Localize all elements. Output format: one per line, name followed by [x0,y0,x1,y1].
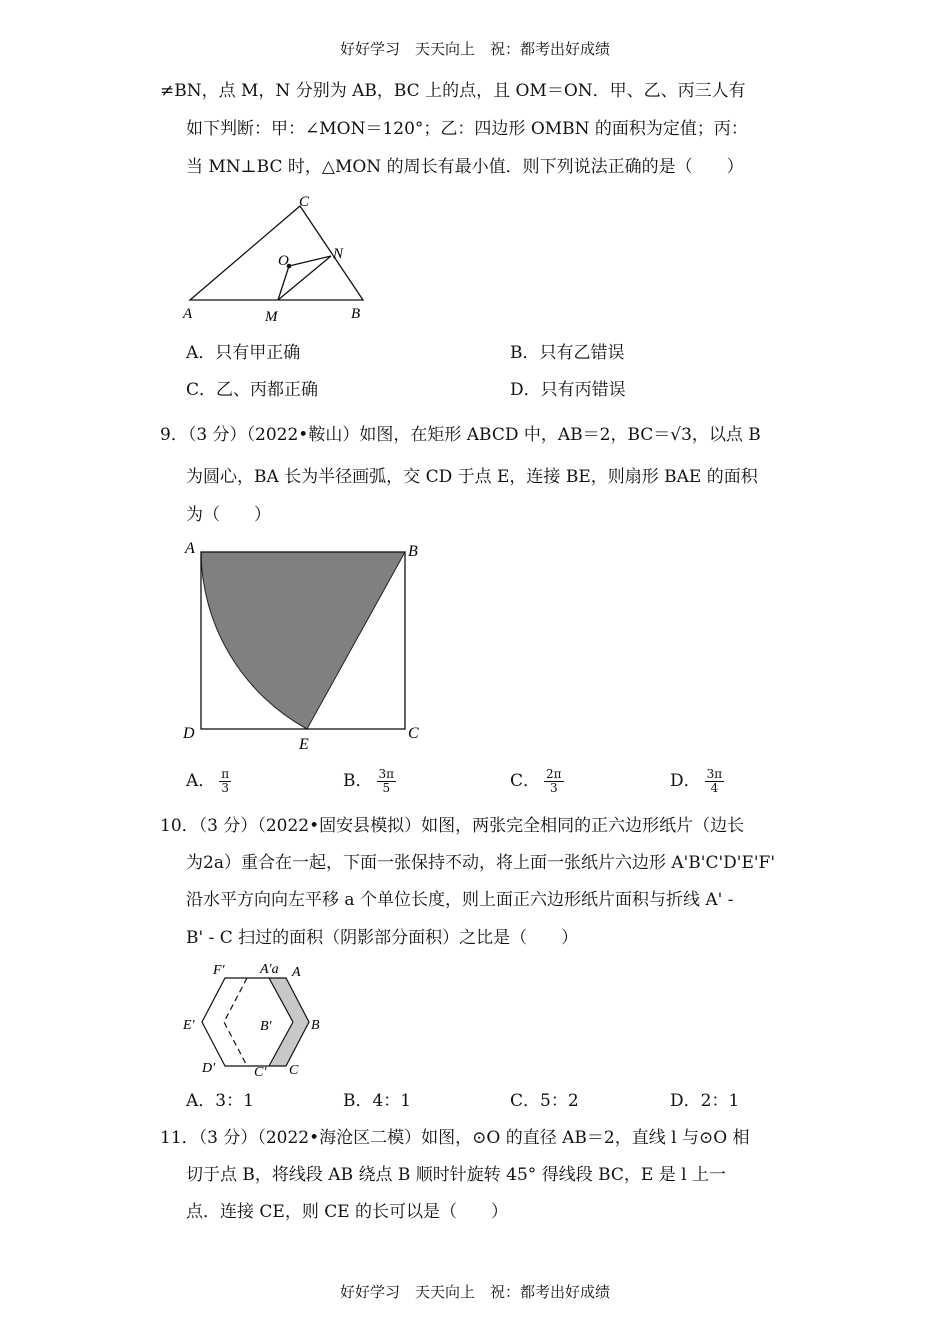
q8-label-a: A [183,306,193,322]
q9-option-d [670,768,724,795]
q9-rectangle-figure [175,535,430,755]
page-footer: 好好学习 天天向上 祝：都考出好成绩 [339,1283,610,1301]
q9-option-c-fraction: $\frac{2\pi}{3}$ [546,767,562,795]
q10-label-c-prime: C′ [254,1065,267,1080]
q8-line-2: 如下判断：甲：∠MON＝120°；乙：四边形 OMBN 的面积为定值；丙： [186,119,748,139]
q9-line-3: 为（ ） [186,505,271,525]
q9-option-b-letter: B． [343,771,373,791]
q10-label-c: C [289,1063,299,1078]
q8-label-n: N [333,246,344,262]
q10-label-a: A [292,965,301,980]
q9-option-a-fraction: $\frac{\pi}{3}$ [221,767,230,795]
q8-label-o: O [278,253,289,269]
q9-label-e: E [299,736,309,753]
q9-line-2: 为圆心，BA 长为半径画弧，交 CD 于点 E，连接 BE，则扇形 BAE 的面积 [186,467,758,487]
q9-label-b: B [408,543,418,560]
q9-option-a [186,768,231,795]
q9-option-b [343,768,396,795]
q9-line-1: 9．（3 分）（2022•鞍山）如图，在矩形 ABCD 中，AB＝2，BC＝√3，以点 B [160,425,761,445]
page-header: 好好学习 天天向上 祝：都考出好成绩 [339,40,610,58]
q9-label-d: D [183,725,195,742]
q10-option-b: B．4：1 [343,1091,412,1111]
q9-option-c-letter: C． [510,771,541,791]
q10-line-1: 10．（3 分）（2022•固安县模拟）如图，两张完全相同的正六边形纸片（边长 [160,816,745,836]
q8-label-c: C [299,194,310,210]
q10-label-b-prime: B′ [260,1019,272,1034]
q10-label-f-prime: F′ [213,963,225,978]
q10-label-d-prime: D′ [202,1061,216,1076]
q9-label-a: A [185,540,195,557]
q10-option-a: A．3：1 [186,1091,254,1111]
q9-label-c: C [408,725,419,742]
q9-option-d-fraction: $\frac{3\pi}{4}$ [706,767,723,795]
q10-label-a-prime-a: A′a [260,962,279,977]
q11-line-2: 切于点 B，将线段 AB 绕点 B 顺时针旋转 45° 得线段 BC，E 是 l 上一 [186,1165,726,1185]
q9-option-b-fraction: $\frac{3\pi}{5}$ [378,767,395,795]
q10-hexagon-figure [175,958,335,1083]
q8-label-m: M [265,309,278,325]
q9-option-c [510,768,564,795]
q11-line-3: 点．连接 CE，则 CE 的长可以是（ ） [186,1202,509,1222]
q8-line-3: 当 MN⊥BC 时，△MON 的周长有最小值．则下列说法正确的是（ ） [186,157,744,177]
q8-option-a: A．只有甲正确 [186,343,301,363]
q8-option-b: B．只有乙错误 [510,343,625,363]
q8-option-d: D．只有丙错误 [510,380,626,400]
q9-option-a-letter: A． [186,771,216,791]
q10-line-2: 为2a）重合在一起，下面一张保持不动，将上面一张纸片六边形 A'B'C'D'E'F' [186,853,776,873]
q9-option-d-letter: D． [670,771,701,791]
q10-option-c: C．5：2 [510,1091,579,1111]
q8-option-c: C．乙、丙都正确 [186,380,319,400]
q10-option-d: D．2：1 [670,1091,740,1111]
q10-line-3: 沿水平方向向左平移 a 个单位长度，则上面正六边形纸片面积与折线 A' - [186,890,734,910]
q10-label-e-prime: E′ [183,1018,195,1033]
q8-triangle-figure [175,188,385,330]
q10-label-b: B [311,1018,320,1033]
q10-line-4: B' - C 扫过的面积（阴影部分面积）之比是（ ） [186,928,579,948]
q8-line-1: ≠BN，点 M，N 分别为 AB，BC 上的点，且 OM＝ON．甲、乙、丙三人有 [160,81,746,101]
q11-line-1: 11．（3 分）（2022•海沧区二模）如图，⊙O 的直径 AB＝2，直线 l 与⊙O 相 [160,1128,750,1148]
q8-label-b: B [351,306,361,322]
